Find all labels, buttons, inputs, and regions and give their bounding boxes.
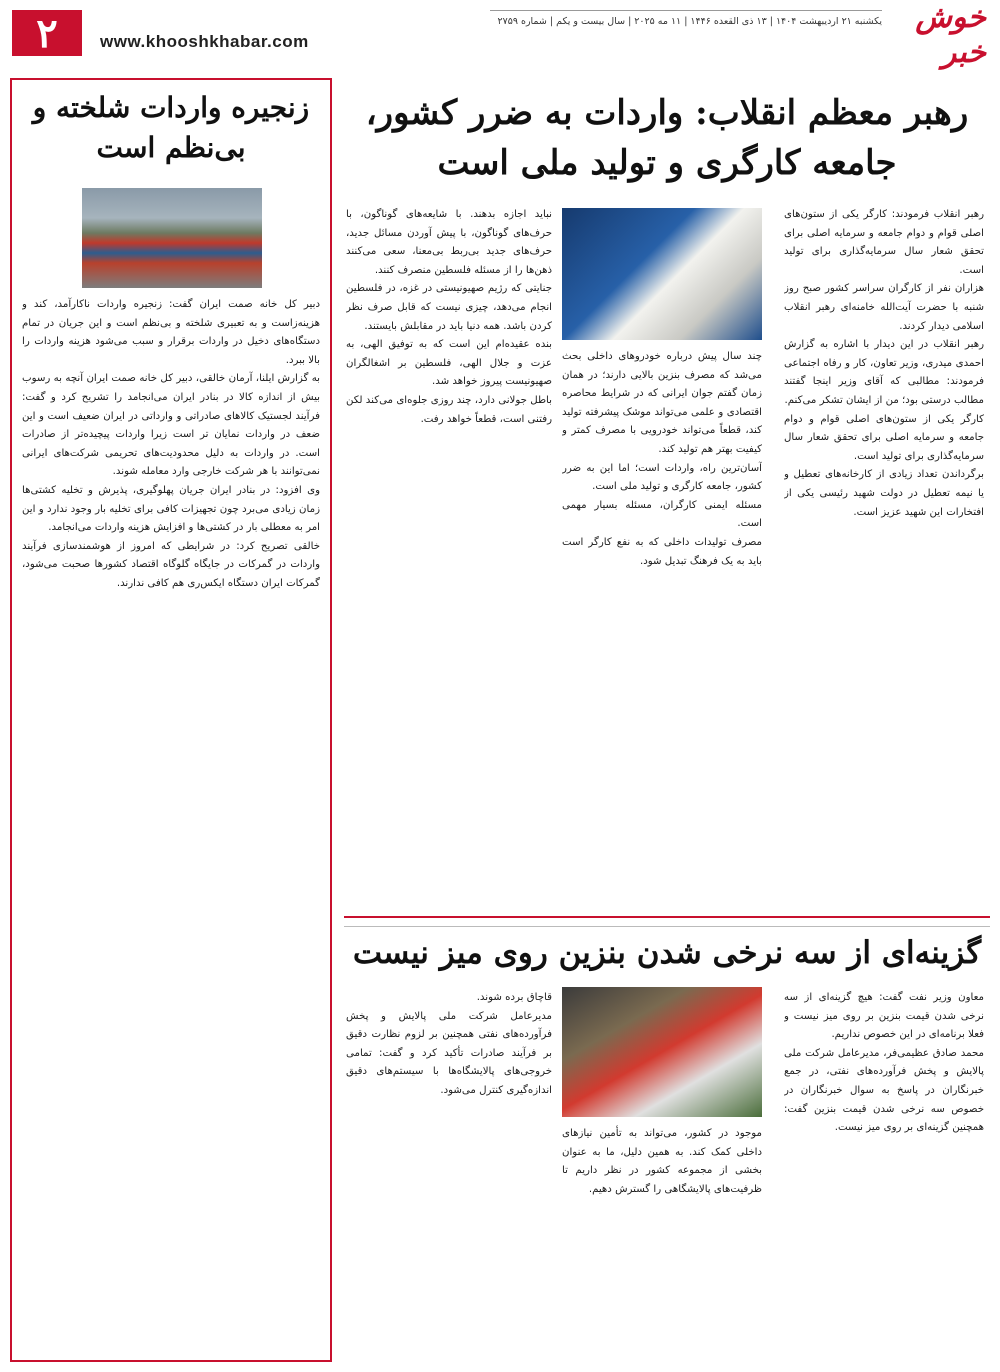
website-link[interactable]: www.khooshkhabar.com — [100, 32, 309, 51]
left-story-box — [10, 78, 332, 1362]
lead-story — [344, 88, 990, 918]
lead-story-column-3: نباید اجازه بدهند. با شایعه‌های گوناگون، با حرف‌های گوناگون، با پیش آوردن مسائل جدید، حرف‌های جدید بی‌ربط بی‌معنا، سعی می‌کنند ذهن‌ها را از مسئله فلسطین منصرف کنند. جنایتی که رژیم صهیونیستی در غزه، در فلسطین انجام می‌دهد، چیزی نیست که قابل صرف نظر کردن باشد. همه دنیا باید در مقابلش بایستند. بنده عقیده‌ام این است که به توفیق الهی، به عزت و جلال الهی، فلسطین بر اشغالگران صهیونیست پیروز خواهد شد. باطل جولانی دارد، چند روزی جلوه‌ای می‌کند لکن رفتنی است، قطعاً خواهد رفت. — [346, 209, 552, 425]
left-story-headline: زنجیره واردات شلخته و بی‌نظم است — [32, 91, 310, 164]
fuel-card-photo — [562, 987, 762, 1117]
second-story-column-2: موجود در کشور، می‌تواند به تأمین نیازهای داخلی کمک کند. به همین دلیل، ما به عنوان بخشی از مجموعه کشور در نظر داریم تا ظرفیت‌های پالایشگاهی را گسترش دهیم. — [562, 1128, 762, 1195]
lead-story-column-1: رهبر انقلاب فرمودند: کارگر یکی از ستون‌های اصلی قوام و دوام جامعه و سرمایه اصلی برای تحقق شعار سال سرمایه‌گذاری برای تولید است. هزاران نفر از کارگران سراسر کشور صبح روز شنبه با حضرت آیت‌الله خامنه‌ای رهبر انقلاب اسلامی دیدار کردند. رهبر انقلاب در این دیدار با اشاره به گزارش احمدی میدری، وزیر تعاون، کار و رفاه اجتماعی فرمودند: مطالبی که آقای وزیر اینجا گفتند مطالب درستی بود؛ من از ایشان تشکر می‌کنم. کارگر یکی از ستون‌های اصلی قوام و دوام جامعه و سرمایه اصلی برای تحقق شعار سال سرمایه‌گذاری برای تولید است. برگرداندن تعداد زیادی از کارخانه‌های تعطیل و یا نیمه تعطیل در دولت شهید رئیسی یکی از افتخارات این شهید عزیز است. — [784, 209, 984, 518]
second-story-headline: گزینه‌ای از سه نرخی شدن بنزین روی میز نیست — [352, 935, 982, 971]
header-divider — [490, 10, 882, 11]
second-story-column-3: قاچاق برده شوند. مدیرعامل شرکت ملی پالایش و پخش فرآورده‌های نفتی همچنین بر لزوم نظارت دقیق بر فرآیند صادرات تأکید کرد و گفت: تمامی خروجی‌های پالایشگاه‌ها با سیستم‌های دقیق اندازه‌گیری کنترل می‌شود. — [346, 992, 552, 1096]
masthead — [0, 0, 1000, 70]
second-story-column-1: معاون وزیر نفت گفت: هیچ گزینه‌ای از سه نرخی شدن قیمت بنزین بر روی میز نیست و فعلا برنامه‌ای در این خصوص نداریم. محمد صادق عظیمی‌فر، مدیرعامل شرکت ملی پالایش و پخش فرآورده‌های نفتی، در جمع خبرنگاران در پاسخ به سوال خبرنگاران در خصوص سه نرخی شدن قیمت بنزین گفت: همچنین گزینه‌ای بر روی میز نیست. — [784, 992, 984, 1134]
newspaper-logo: خوش خبر — [915, 0, 986, 70]
second-story — [344, 926, 990, 1366]
shipping-containers-photo — [82, 188, 262, 288]
leader-photo — [562, 208, 762, 340]
issue-date-line: یکشنبه ۲۱ اردیبهشت ۱۴۰۴ | ۱۳ ذی القعده ۱۴۴۶ | ۱۱ مه ۲۰۲۵ | سال بیست و یکم | شماره ۲۷۵۹ — [497, 16, 882, 27]
lead-story-column-2: چند سال پیش درباره خودروهای داخلی بحث می‌شد که مصرف بنزین بالایی دارند؛ در همان زمان گفتم جوان ایرانی که در شرایط محاصره اقتصادی و علمی می‌تواند موشک پیشرفته تولید کند، قطعاً می‌تواند خودرویی با مصرف کمتر و کیفیت بهتر هم تولید کند. آسان‌ترین راه، واردات است؛ اما این به ضرر کشور، جامعه کارگری و تولید ملی است. مسئله ایمنی کارگران، مسئله بسیار مهمی است. مصرف تولیدات داخلی که به نفع کارگر است باید به یک فرهنگ تبدیل شود. — [562, 351, 762, 567]
lead-story-headline: رهبر معظم انقلاب: واردات به ضرر کشور، جامعه کارگری و تولید ملی است — [365, 93, 969, 183]
page-number: ۲ — [12, 10, 82, 56]
left-story-body: دبیر کل خانه صمت ایران گفت: زنجیره واردات ناکارآمد، کند و هزینه‌زاست و به تعبیری شلخته و بی‌نظم است و این جریان در تمام دستگاه‌های دخیل در واردات برقرار و سبب می‌شود هزینه واردات را بالا ببرد. به گزارش ایلنا، آرمان خالقی، دبیر کل خانه صمت ایران آنچه به رسوب بیش از اندازه کالا در بنادر ایران می‌انجامد را تشریح کرد و گفت: فرآیند لجستیک کالاهای صادراتی و وارداتی در ایران ضعیف است و این ضعف در واردات نمایان تر است زیرا واردات پیچیده‌تر از صادرات است. در واردات به دلیل محدودیت‌های تحریمی شرکت‌های ایرانی نمی‌توانند با هر شرکت خارجی وارد معامله شوند. وی افزود: در بنادر ایران جریان پهلوگیری، پذیرش و تخلیه کشتی‌ها زمان زیادی می‌برد چون تجهیزات کافی برای تخلیه بار وجود ندارد و این امر به معطلی بار در کشتی‌ها و افزایش هزینه واردات می‌انجامد. خالقی تصریح کرد: در شرایطی که امروز از هوشمندسازی فرآیند واردات در گمرکات در جایگاه گلوگاه اقتصاد کشورها صحبت می‌شود، گمرکات ایران دستگاه ایکس‌ری هم کافی ندارند. — [22, 299, 320, 589]
